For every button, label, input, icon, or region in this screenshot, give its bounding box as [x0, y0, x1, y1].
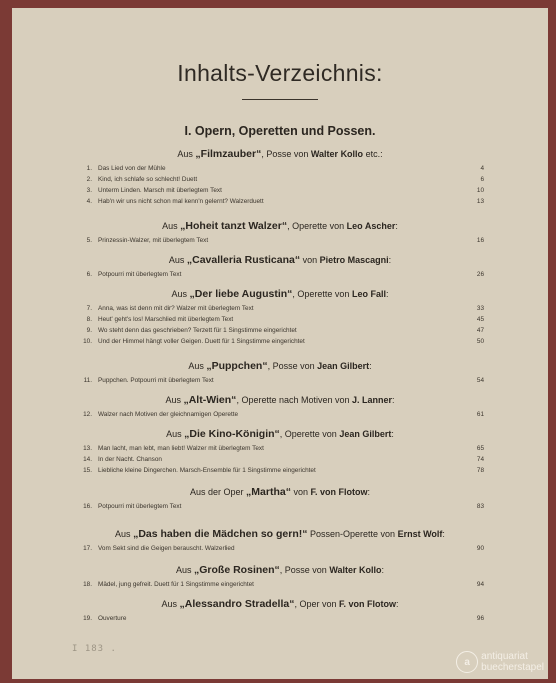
entry-text: Unterm Linden. Marsch mit überlegtem Text: [98, 187, 222, 194]
watermark-logo-icon: a: [456, 651, 478, 673]
entry-text: Hab'n wir uns nicht schon mal kenn'n gelernt? Walzerduett: [98, 198, 264, 205]
work-heading-post: :: [388, 255, 392, 265]
work-heading: [12, 486, 548, 498]
work-heading-pre: Aus der Oper: [190, 487, 247, 497]
entry-page-num: 74: [476, 456, 484, 463]
document-page: [12, 8, 548, 679]
entry-num: 17.: [83, 545, 92, 552]
work-heading-work: „Cavalleria Rusticana“: [186, 254, 301, 266]
work-heading-work: „Hoheit tanzt Walzer“: [180, 220, 288, 232]
entry-text: Ouverture: [98, 615, 127, 622]
entry-text: Potpourri mit überlegtem Text: [98, 503, 182, 510]
entry-num: 2.: [86, 176, 92, 183]
list-item: [12, 176, 548, 186]
work-heading: [12, 148, 548, 160]
work-heading-post: etc.:: [363, 149, 383, 159]
entry-num: 9.: [86, 327, 92, 334]
entry-text: In der Nacht. Chanson: [98, 456, 162, 463]
entry-num: 14.: [83, 456, 92, 463]
work-heading-work: „Die Kino-Königin“: [184, 428, 280, 440]
work-heading: [12, 360, 548, 372]
work-heading-pre: Aus: [188, 361, 207, 371]
watermark-badge: [456, 651, 544, 673]
list-item: [12, 411, 548, 421]
entry-num: 11.: [83, 377, 92, 384]
entry-page-num: 26: [476, 271, 484, 278]
work-heading-post: :: [369, 361, 372, 371]
work-heading-mid: , Operette von: [279, 429, 340, 439]
entry-text: Walzer nach Motiven der gleichnamigen Operette: [98, 411, 239, 418]
work-heading: [12, 598, 548, 610]
entry-page-num: 50: [476, 338, 484, 345]
entry-num: 19.: [83, 615, 92, 622]
list-item: [12, 377, 548, 387]
work-heading-pre: Aus: [166, 429, 185, 439]
work-heading-post: :: [391, 429, 394, 439]
watermark-line-1: antiquariat: [481, 651, 528, 662]
list-item: [12, 165, 548, 175]
list-item: [12, 187, 548, 197]
work-heading-post: :: [395, 221, 398, 231]
entry-text: Wo steht denn das geschrieben? Terzett für 1 Singstimme eingerichtet: [98, 327, 297, 334]
work-heading-pre: Aus: [171, 289, 190, 299]
work-heading-composer: Leo Fall: [351, 289, 386, 299]
entry-page-num: 78: [476, 467, 484, 474]
work-heading-mid: , Posse von: [279, 565, 330, 575]
entry-text: Und der Himmel hängt voller Geigen. Duett für 1 Singstimme eingerichtet: [98, 338, 305, 345]
entry-page-num: 6: [480, 176, 484, 183]
work-heading-mid: von: [290, 487, 311, 497]
work-heading-pre: Aus: [177, 149, 196, 159]
work-heading: [12, 254, 548, 266]
entry-num: 15.: [83, 467, 92, 474]
list-item: [12, 581, 548, 591]
entry-num: 5.: [86, 237, 92, 244]
work-heading-pre: Aus: [165, 395, 184, 405]
work-heading-pre: Aus: [176, 565, 195, 575]
work-heading-composer: F. von Flotow: [310, 487, 368, 497]
entry-num: 12.: [83, 411, 92, 418]
entry-num: 16.: [83, 503, 92, 510]
work-heading-pre: Aus: [168, 255, 187, 265]
work-heading: [12, 220, 548, 232]
entry-num: 3.: [86, 187, 92, 194]
work-heading-work: „Alessandro Stradella“: [179, 598, 295, 610]
work-heading-pre: Aus: [115, 529, 134, 539]
work-heading-work: „Das haben die Mädchen so gern!“: [133, 528, 308, 540]
entry-text: Man lacht, man lebt, man liebt! Walzer mit überlegtem Text: [98, 445, 264, 452]
entry-page-num: 90: [476, 545, 484, 552]
entry-num: 7.: [86, 305, 92, 312]
work-heading-composer: Jean Gilbert: [317, 361, 370, 371]
entry-text: Potpourri mit überlegtem Text: [98, 271, 182, 278]
work-heading-post: :: [396, 599, 399, 609]
section-heading: I. Opern, Operetten und Possen.: [184, 124, 376, 138]
list-item: [12, 338, 548, 348]
work-heading-post: :: [367, 487, 370, 497]
work-heading-work: „Alt-Wien“: [183, 394, 237, 406]
entry-page-num: 13: [476, 198, 484, 205]
entry-num: 10.: [83, 338, 92, 345]
work-heading-mid: , Posse von: [267, 361, 318, 371]
library-stamp: I 183 .: [72, 644, 117, 654]
list-item: [12, 198, 548, 208]
entry-num: 1.: [86, 165, 92, 172]
entry-page-num: 16: [476, 237, 484, 244]
entry-page-num: 61: [476, 411, 484, 418]
work-heading-composer: Walter Kollo: [310, 149, 364, 159]
list-item: [12, 327, 548, 337]
work-heading: [12, 428, 548, 440]
title-divider: [242, 99, 318, 100]
list-item: [12, 545, 548, 555]
work-heading-mid: , Operette nach Motiven von: [236, 395, 353, 405]
entry-text: Vom Sekt sind die Geigen berauscht. Walzerlied: [98, 545, 235, 552]
work-heading-mid: , Operette von: [287, 221, 347, 231]
work-heading-work: „Filmzauber“: [195, 148, 262, 160]
list-item: [12, 271, 548, 281]
list-item: [12, 305, 548, 315]
entry-text: Heut' geht's los! Marschlied mit überlegtem Text: [98, 316, 234, 323]
work-heading-composer: F. von Flotow: [339, 599, 396, 609]
work-heading: [12, 288, 548, 300]
list-item: [12, 467, 548, 477]
list-item: [12, 456, 548, 466]
entry-page-num: 83: [476, 503, 484, 510]
entry-page-num: 4: [480, 165, 484, 172]
entry-text: Mädel, jung gefreit. Duett für 1 Singstimme eingerichtet: [98, 581, 254, 588]
entry-num: 4.: [86, 198, 92, 205]
entry-page-num: 54: [476, 377, 484, 384]
work-heading-composer: J. Lanner: [352, 395, 393, 405]
work-heading-work: „Der liebe Augustin“: [189, 288, 293, 300]
work-heading: [12, 394, 548, 406]
work-heading-composer: Ernst Wolf: [397, 529, 443, 539]
entry-page-num: 65: [476, 445, 484, 452]
work-heading-composer: Jean Gilbert: [339, 429, 392, 439]
work-heading-post: :: [392, 395, 395, 405]
work-heading-mid: Possen-Operette von: [307, 529, 398, 539]
work-heading-work: „Puppchen“: [206, 360, 268, 372]
work-heading: [12, 528, 548, 540]
work-heading-pre: Aus: [161, 599, 180, 609]
page-title: Inhalts-Verzeichnis:: [177, 60, 383, 86]
list-item: [12, 237, 548, 247]
entry-page-num: 47: [476, 327, 484, 334]
watermark-line-2: buecherstapel: [481, 662, 544, 673]
entry-text: Liebliche kleine Dingerchen. Marsch-Ensemble für 1 Singstimme eingerichtet: [98, 467, 316, 474]
work-heading-mid: , Oper von: [294, 599, 339, 609]
list-item: [12, 503, 548, 513]
entry-text: Kind, ich schlafe so schlecht! Duett: [98, 176, 198, 183]
entry-num: 8.: [86, 316, 92, 323]
work-heading-work: „Martha“: [246, 486, 291, 498]
entry-text: Anna, was ist denn mit dir? Walzer mit überlegtem Text: [98, 305, 254, 312]
entry-page-num: 10: [476, 187, 484, 194]
work-heading-composer: Walter Kollo: [329, 565, 382, 575]
list-item: [12, 445, 548, 455]
work-heading-post: :: [385, 289, 389, 299]
work-heading-pre: Aus: [162, 221, 181, 231]
entry-page-num: 33: [476, 305, 484, 312]
work-heading-mid: , Posse von: [261, 149, 311, 159]
work-heading-work: „Große Rosinen“: [194, 564, 280, 576]
work-heading: [12, 564, 548, 576]
entry-text: Das Lied von der Mühle: [98, 165, 166, 172]
entry-num: 13.: [83, 445, 92, 452]
list-item: [12, 316, 548, 326]
entry-page-num: 94: [476, 581, 484, 588]
list-item: [12, 615, 548, 625]
entry-page-num: 96: [476, 615, 484, 622]
entry-num: 18.: [83, 581, 92, 588]
work-heading-composer: Leo Ascher: [346, 221, 396, 231]
work-heading-mid: von: [300, 255, 320, 265]
work-heading-post: :: [381, 565, 384, 575]
entry-text: Prinzessin-Walzer, mit überlegtem Text: [98, 237, 209, 244]
work-heading-mid: , Operette von: [292, 289, 352, 299]
work-heading-post: :: [442, 529, 445, 539]
entry-page-num: 45: [476, 316, 484, 323]
entry-num: 6.: [86, 271, 92, 278]
entry-text: Puppchen. Potpourri mit überlegtem Text: [98, 377, 214, 384]
work-heading-composer: Pietro Mascagni: [319, 255, 389, 265]
